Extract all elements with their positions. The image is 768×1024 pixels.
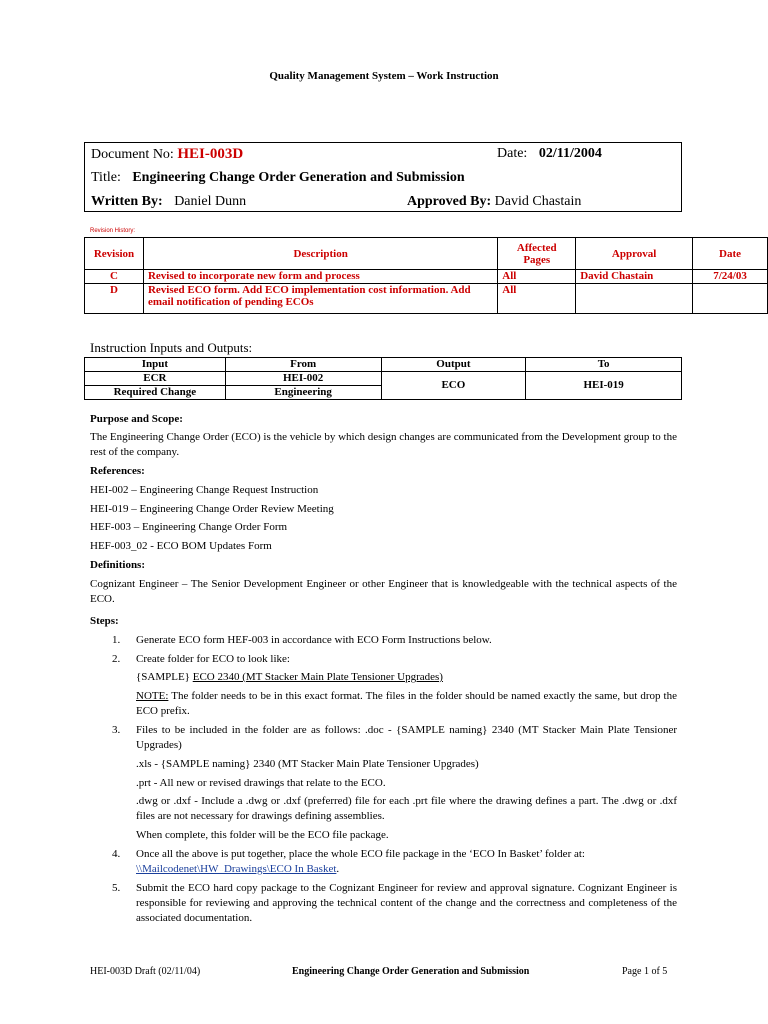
- approval-cell: David Chastain: [576, 270, 693, 284]
- doc-number-label: Document No:: [91, 147, 174, 162]
- io-from-cell: Engineering: [225, 386, 381, 400]
- revision-header-pages: Affected Pages: [498, 238, 576, 270]
- purpose-heading: Purpose and Scope:: [90, 413, 183, 425]
- reference-item: HEF-003 – Engineering Change Order Form: [90, 521, 288, 533]
- description-cell: Revised ECO form. Add ECO implementation cost information. Add email notification of pending ECOs: [143, 284, 497, 314]
- definitions-text: Cognizant Engineer – The Senior Development Engineer or other Engineer that is knowledgeable with the technical aspects of the ECO.: [90, 578, 677, 605]
- document-header: Quality Management System – Work Instruction: [269, 70, 499, 82]
- step-5-text: Submit the ECO hard copy package to the Cognizant Engineer for review and approval signature. Cognizant Engineer is responsible for reviewing and approving the technical content of the change and the correctness and completeness of the associated documentation.: [136, 882, 677, 924]
- step-number: 3.: [112, 724, 121, 736]
- revision-table: [84, 237, 768, 314]
- step-1-text: Generate ECO form HEF-003 in accordance with ECO Form Instructions below.: [136, 634, 492, 646]
- revision-header-date: Date: [693, 238, 768, 270]
- reference-item: HEF-003_02 - ECO BOM Updates Form: [90, 540, 272, 552]
- revision-header-revision: Revision: [85, 238, 144, 270]
- document-info-box: [84, 142, 682, 212]
- step-3-prt: .prt - All new or revised drawings that relate to the ECO.: [136, 777, 386, 789]
- table-row: [85, 372, 682, 386]
- date-row: [497, 146, 602, 162]
- io-table-header: [85, 358, 682, 372]
- io-input-cell: Required Change: [85, 386, 226, 400]
- sample-prefix: {SAMPLE}: [136, 671, 190, 683]
- io-from-cell: HEI-002: [225, 372, 381, 386]
- title-label: Title:: [91, 170, 121, 185]
- revision-cell: C: [85, 270, 144, 284]
- revision-cell: D: [85, 284, 144, 314]
- written-by: Daniel Dunn: [174, 194, 247, 209]
- description-cell: Revised to incorporate new form and process: [143, 270, 497, 284]
- step-number: 1.: [112, 634, 121, 646]
- pages-cell: All: [498, 284, 576, 314]
- step-2-sample: [136, 670, 677, 685]
- approval-cell: [576, 284, 693, 314]
- io-header-from: From: [225, 358, 381, 372]
- doc-number-row: [91, 146, 243, 163]
- step-4-end: .: [336, 863, 340, 875]
- step-4-text: [136, 847, 677, 877]
- table-row: [85, 284, 768, 314]
- written-row: [91, 194, 246, 210]
- revision-table-header: [85, 238, 768, 270]
- io-header-input: Input: [85, 358, 226, 372]
- note-text: The folder needs to be in this exact format. The files in the folder should be named exactly the same, but drop the ECO prefix.: [136, 690, 677, 717]
- definitions-heading: Definitions:: [90, 559, 145, 571]
- note-label: NOTE:: [136, 690, 169, 702]
- footer-left: HEI-003D Draft (02/11/04): [90, 966, 201, 977]
- approved-by-label: Approved By:: [407, 194, 492, 209]
- date-cell: 7/24/03: [693, 270, 768, 284]
- pages-cell: All: [498, 270, 576, 284]
- doc-number: HEI-003D: [177, 146, 244, 162]
- io-header-to: To: [526, 358, 682, 372]
- title-row: [91, 170, 465, 186]
- footer-center: Engineering Change Order Generation and Submission: [292, 966, 530, 977]
- doc-title: Engineering Change Order Generation and Submission: [132, 170, 465, 185]
- reference-item: HEI-019 – Engineering Change Order Review Meeting: [90, 503, 334, 515]
- eco-in-basket-link[interactable]: \\Mailcodenet\HW_Drawings\ECO In Basket: [136, 863, 337, 875]
- step-2-text: Create folder for ECO to look like:: [136, 653, 290, 665]
- approved-row: [407, 194, 581, 210]
- io-header-output: Output: [381, 358, 526, 372]
- date-label: Date:: [497, 146, 528, 161]
- approved-by: David Chastain: [494, 194, 582, 209]
- table-row: [85, 270, 768, 284]
- step-3-dwg: .dwg or .dxf - Include a .dwg or .dxf (preferred) file for each .prt file where the drawing defines a part. The .dwg or .dxf files are not necessary for drawings defining assemblies.: [136, 795, 677, 822]
- references-heading: References:: [90, 465, 145, 477]
- revision-header-approval: Approval: [576, 238, 693, 270]
- step-number: 4.: [112, 848, 121, 860]
- revision-history-label: Revision History:: [90, 228, 136, 234]
- footer-page-number: Page 1 of 5: [622, 966, 668, 977]
- io-to-cell: HEI-019: [526, 372, 682, 400]
- io-input-cell: ECR: [85, 372, 226, 386]
- io-table: [84, 357, 682, 400]
- step-number: 2.: [112, 653, 121, 665]
- step-3-xls: .xls - {SAMPLE naming} 2340 (MT Stacker Main Plate Tensioner Upgrades): [136, 758, 479, 770]
- purpose-text: The Engineering Change Order (ECO) is the vehicle by which design changes are communicated from the Development group to the rest of the company.: [90, 431, 677, 458]
- reference-item: HEI-002 – Engineering Change Request Instruction: [90, 484, 319, 496]
- step-2-note: [136, 689, 677, 719]
- doc-date: 02/11/2004: [538, 146, 602, 161]
- step-number: 5.: [112, 882, 121, 894]
- io-heading: Instruction Inputs and Outputs:: [90, 340, 253, 355]
- date-cell: [693, 284, 768, 314]
- sample-folder-name: ECO 2340 (MT Stacker Main Plate Tensioner Upgrades): [192, 671, 443, 683]
- steps-heading: Steps:: [90, 615, 119, 627]
- step-3-text: Files to be included in the folder are as follows: .doc - {SAMPLE naming} 2340 (MT Stacker Main Plate Tensioner Upgrades): [136, 724, 677, 751]
- revision-header-description: Description: [143, 238, 497, 270]
- written-by-label: Written By:: [91, 194, 163, 209]
- step-3-complete: When complete, this folder will be the ECO file package.: [136, 829, 389, 841]
- step-4-body: Once all the above is put together, place the whole ECO file package in the ‘ECO In Basket’ folder at:: [136, 848, 585, 860]
- io-output-cell: ECO: [381, 372, 526, 400]
